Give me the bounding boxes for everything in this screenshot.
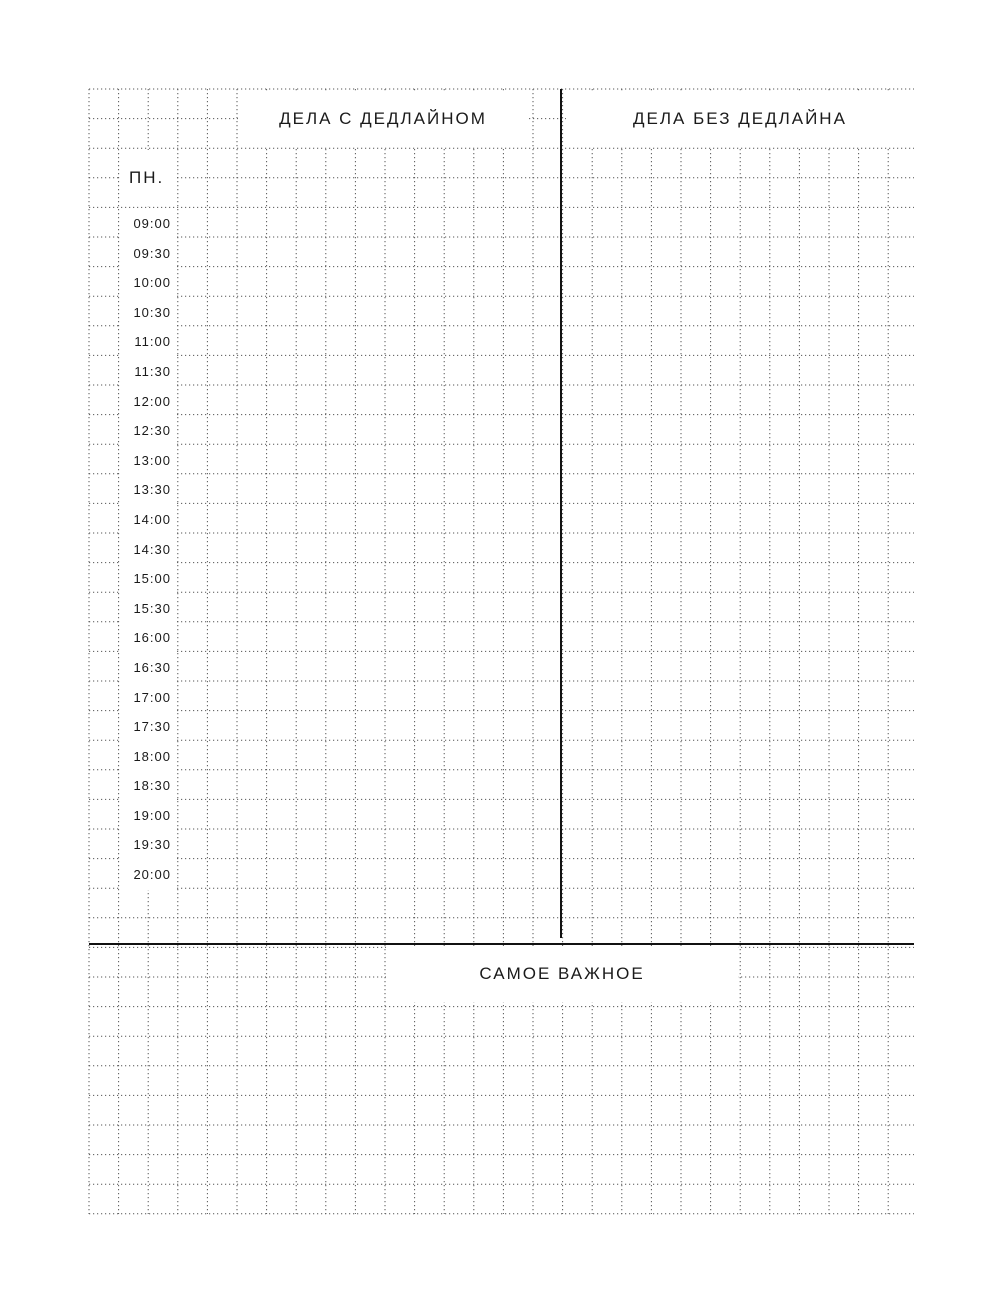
time-slot: 16:00 — [121, 623, 177, 653]
section-divider — [89, 943, 914, 945]
time-slot: 13:30 — [121, 475, 177, 505]
heading-without-deadline: ДЕЛА БЕЗ ДЕДЛАЙНА — [566, 91, 914, 147]
time-slot: 09:30 — [121, 239, 177, 269]
time-slot: 09:00 — [121, 209, 177, 239]
time-slot: 12:30 — [121, 416, 177, 446]
time-slot: 18:30 — [121, 771, 177, 801]
time-slot: 14:30 — [121, 535, 177, 565]
time-slot: 18:00 — [121, 742, 177, 772]
time-slot: 17:30 — [121, 712, 177, 742]
time-slot: 16:30 — [121, 653, 177, 683]
day-label: ПН. — [121, 150, 177, 206]
time-slot: 13:00 — [121, 446, 177, 476]
time-slot: 12:00 — [121, 387, 177, 417]
time-slot: 15:00 — [121, 564, 177, 594]
time-slot: 10:30 — [121, 298, 177, 328]
heading-most-important: САМОЕ ВАЖНОЕ — [386, 946, 738, 1002]
time-slot: 11:30 — [121, 357, 177, 387]
time-slot: 20:00 — [121, 860, 177, 890]
time-slot: 11:00 — [121, 327, 177, 357]
time-slot: 19:00 — [121, 801, 177, 831]
time-column — [121, 209, 177, 890]
heading-with-deadline: ДЕЛА С ДЕДЛАЙНОМ — [238, 91, 528, 147]
time-slot: 10:00 — [121, 268, 177, 298]
column-divider — [560, 89, 562, 938]
time-slot: 15:30 — [121, 594, 177, 624]
time-slot: 19:30 — [121, 830, 177, 860]
time-slot: 14:00 — [121, 505, 177, 535]
time-slot: 17:00 — [121, 683, 177, 713]
